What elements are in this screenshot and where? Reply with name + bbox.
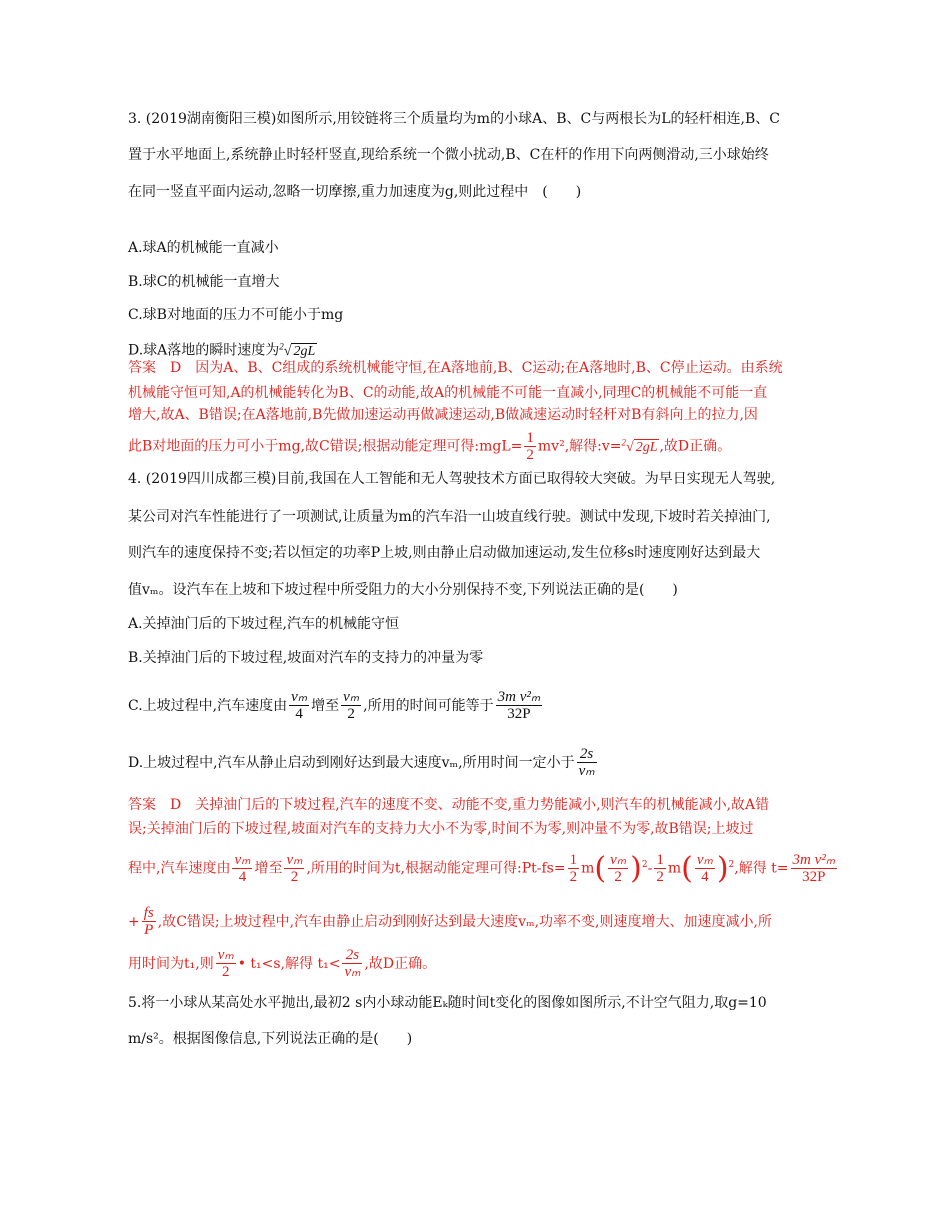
q4-answer-line3	[128, 843, 839, 891]
fraction-numerator: vₘ	[234, 851, 251, 868]
fraction-3mvm2-over-32p	[496, 689, 543, 723]
sqrt-expression: $^2$√ 2gL	[621, 437, 658, 455]
fraction-denominator: 4	[295, 706, 303, 722]
fraction-denominator: 4	[701, 868, 709, 885]
mass-symbol: m	[667, 860, 682, 877]
q3-answer-line4-mid: mv²,解得:v=	[537, 438, 622, 455]
sqrt-radicand: 2gL	[635, 439, 658, 455]
q4-option-d	[128, 743, 599, 783]
sqrt-expression: $^2$√ 2gL	[279, 341, 316, 359]
sqrt-radicand: 2gL	[293, 343, 316, 359]
fraction-denominator: 2	[526, 446, 534, 463]
q4-answer-line4	[128, 902, 772, 942]
q3-answer-line3: 增大,故A、B错误;在A落地前,B先做加速运动再做减速运动,B做减速运动时轻杆对B有斜向上的拉力,因	[128, 407, 758, 423]
fraction-denominator: 2	[347, 706, 355, 722]
q3-option-b: B.球C的机械能一直增大	[128, 274, 280, 290]
q4-answer-line5-end: ,故D正确。	[364, 956, 437, 972]
fraction-numerator: 1	[656, 851, 664, 868]
fraction-2s-over-vm	[577, 746, 597, 780]
q4-option-c-text: C.上坡过程中,汽车速度由	[128, 698, 288, 714]
left-paren: (	[681, 850, 693, 886]
fraction-denominator: 2	[614, 868, 622, 885]
fraction-fs-over-p	[142, 905, 156, 939]
q3-answer-line2: 机械能守恒可知,A的机械能转化为B、C的动能,故A的机械能不可能一直减小,同理C的机械能不可能一直	[128, 385, 768, 401]
minus-sign: -	[647, 860, 653, 877]
fraction-denominator: 32P	[802, 868, 826, 885]
fraction-denominator: 4	[238, 868, 247, 885]
q4-stem-line2: 某公司对汽车性能进行了一项测试,让质量为m的汽车沿一山坡直线行驶。测试中发现,下坡时若关掉油门,	[128, 509, 771, 525]
fraction-vm-over-2	[608, 852, 628, 886]
q4-stem-line1: 4. (2019四川成都三模)目前,我国在人工智能和无人驾驶技术方面已取得较大突破。为早日实现无人驾驶,	[128, 471, 776, 487]
q4-stem-line4: 值vₘ。设汽车在上坡和下坡过程中所受阻力的大小分别保持不变,下列说法正确的是( )	[128, 582, 678, 598]
q4-answer-line5-text: 用时间为t₁,则	[128, 956, 214, 972]
q4-option-b: B.关掉油门后的下坡过程,坡面对汽车的支持力的冲量为零	[128, 650, 484, 666]
fraction-denominator: 2	[290, 868, 299, 885]
q3-stem-line3: 在同一竖直平面内运动,忽略一切摩擦,重力加速度为g,则此过程中 ( )	[128, 184, 582, 200]
fraction-one-half	[524, 430, 536, 464]
fraction-numerator: vₘ	[217, 947, 234, 963]
fraction-vm-over-4	[695, 852, 715, 886]
q4-option-c-mid: 增至	[311, 698, 340, 714]
q3-option-d-text: D.球A落地的瞬时速度为	[128, 342, 280, 359]
fraction-numerator: vₘ	[696, 851, 713, 868]
q4-answer-line5-mid: • t₁<s,解得 t₁<	[237, 956, 341, 972]
q4-option-d-text: D.上坡过程中,汽车从静止启动到刚好达到最大速度vₘ,所用时间一定小于	[128, 755, 575, 771]
fraction-numerator: fs	[143, 905, 154, 921]
fraction-one-half	[654, 852, 666, 886]
q4-answer-line3-mid1: 增至	[254, 860, 283, 877]
q3-stem-line2: 置于水平地面上,系统静止时轻杆竖直,现给系统一个微小扰动,B、C在杆的作用下向两侧滑动,三小球始终	[128, 147, 769, 163]
fraction-numerator: vₘ	[343, 689, 360, 705]
fraction-numerator: vₘ	[610, 851, 627, 868]
right-paren: )	[716, 850, 729, 886]
fraction-2s-over-vm	[342, 947, 362, 981]
fraction-denominator: P	[144, 922, 154, 938]
q3-answer-line1: 答案 D 因为A、B、C组成的系统机械能守恒,在A落地前,B、C运动;在A落地时,B、C停止运动。由系统	[128, 360, 783, 376]
fraction-vm-over-4	[232, 852, 252, 886]
q4-answer-line3-text: 程中,汽车速度由	[128, 860, 231, 877]
q3-option-a: A.球A的机械能一直减小	[128, 240, 279, 256]
q4-answer-line5	[128, 944, 436, 984]
fraction-one-half	[568, 852, 580, 886]
fraction-vm-over-4	[289, 689, 309, 723]
fraction-numerator: vₘ	[291, 689, 308, 705]
q4-answer-line4-text: ,故C错误;上坡过程中,汽车由静止启动到刚好达到最大速度vₘ,功率不变,则速度增大、加速度减小,所	[157, 914, 772, 930]
fraction-numerator: 3m v²ₘ	[497, 689, 541, 705]
fraction-denominator: vₘ	[578, 763, 595, 779]
q3-option-c: C.球B对地面的压力不可能小于mg	[128, 307, 344, 323]
exponent: 2	[728, 860, 735, 870]
fraction-vm-over-2	[216, 947, 236, 981]
left-paren: (	[594, 850, 607, 886]
q5-stem-line1: 5.将一小球从某高处水平抛出,最初2 s内小球动能Eₖ随时间t变化的图像如图所示,不计空气阻力,取g=10	[128, 995, 767, 1011]
sqrt-index: 2	[279, 341, 284, 351]
q3-answer-line4-text: 此B对地面的压力可小于mg,故C错误;根据动能定理可得:mgL=	[128, 438, 523, 455]
q4-stem-line3: 则汽车的速度保持不变;若以恒定的功率P上坡,则由静止启动做加速运动,发生位移s时速度刚好达到最大	[128, 545, 761, 561]
fraction-denominator: vₘ	[344, 964, 361, 980]
fraction-denominator: 2	[569, 868, 578, 885]
fraction-denominator: 2	[221, 964, 230, 980]
fraction-numerator: 2s	[577, 746, 597, 763]
q3-answer-line4-end: ,故D正确。	[659, 438, 732, 455]
fraction-vm-over-2	[284, 852, 304, 886]
fraction-denominator: 2	[656, 868, 664, 885]
fraction-numerator: 1	[569, 851, 578, 868]
fraction-vm-over-2	[341, 689, 361, 723]
q4-answer-line3-mid3: ,解得 t=	[734, 860, 789, 877]
fraction-numerator: 3m v²ₘ	[792, 851, 836, 868]
fraction-numerator: 1	[526, 429, 534, 446]
fraction-3mvm2-over-32p	[791, 852, 838, 886]
q4-answer-line3-mid2: ,所用的时间为t,根据动能定理可得:Pt-fs=	[306, 860, 566, 877]
plus-sign: +	[128, 914, 140, 930]
q4-answer-line1: 答案 D 关掉油门后的下坡过程,汽车的速度不变、动能不变,重力势能减小,则汽车的机械能减小,故A错	[128, 797, 770, 813]
fraction-numerator: 2s	[342, 947, 362, 964]
q4-option-a: A.关掉油门后的下坡过程,汽车的机械能守恒	[128, 616, 400, 632]
q5-stem-line2: m/s²。根据图像信息,下列说法正确的是( )	[128, 1031, 413, 1047]
q3-answer-line4	[128, 426, 731, 464]
mass-symbol: m	[581, 860, 595, 877]
exponent: 2	[641, 860, 648, 870]
sqrt-index: 2	[621, 437, 626, 447]
right-paren: )	[630, 850, 642, 886]
q3-stem-line1: 3. (2019湖南衡阳三模)如图所示,用铰链将三个质量均为m的小球A、B、C与两根长为L的轻杆相连,B、C	[128, 111, 780, 127]
q4-option-c	[128, 686, 544, 726]
q4-option-c-post: ,所用的时间可能等于	[363, 698, 494, 714]
fraction-denominator: 32P	[507, 706, 531, 722]
fraction-numerator: vₘ	[286, 851, 303, 868]
q4-answer-line2: 误;关掉油门后的下坡过程,坡面对汽车的支持力大小不为零,时间不为零,则冲量不为零,故B错误;上坡过	[128, 821, 754, 837]
